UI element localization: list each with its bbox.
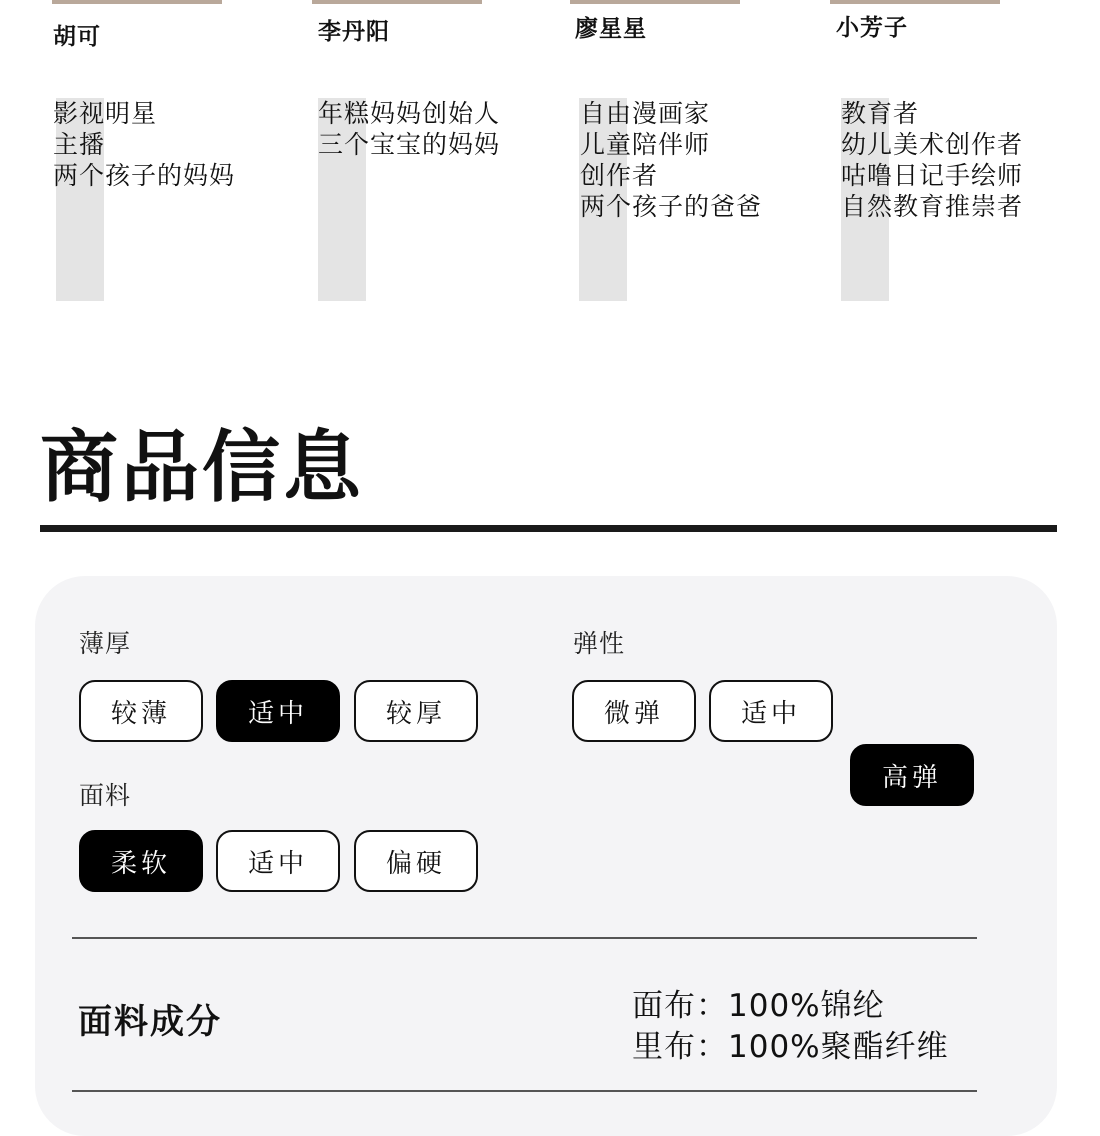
elasticity-option-slight[interactable]: 微弹 bbox=[572, 680, 696, 742]
composition-line: 里布：100%聚酯纤维 bbox=[632, 1029, 949, 1065]
elasticity-option-medium[interactable]: 适中 bbox=[709, 680, 833, 742]
role-line: 自然教育推崇者 bbox=[841, 192, 1024, 221]
profile-roles bbox=[841, 98, 1023, 222]
role-line: 自由漫画家 bbox=[580, 99, 711, 128]
role-line: 主播 bbox=[53, 130, 106, 159]
role-line: 年糕妈妈创始人 bbox=[318, 99, 501, 128]
profile-name: 胡可 bbox=[53, 24, 101, 50]
fabric-option-soft[interactable]: 柔软 bbox=[79, 830, 203, 892]
role-line: 两个孩子的妈妈 bbox=[53, 161, 236, 190]
role-line: 影视明星 bbox=[53, 99, 158, 128]
composition-line: 面布：100%锦纶 bbox=[632, 988, 885, 1024]
thickness-option-medium[interactable]: 适中 bbox=[216, 680, 340, 742]
profile-roles bbox=[53, 98, 235, 191]
profile-roles bbox=[318, 98, 500, 160]
panel-divider bbox=[72, 1090, 977, 1092]
profile-roles bbox=[580, 98, 762, 222]
fabric-option-stiff[interactable]: 偏硬 bbox=[354, 830, 478, 892]
role-line: 儿童陪伴师 bbox=[580, 130, 711, 159]
thickness-label: 薄厚 bbox=[79, 629, 132, 658]
elasticity-label: 弹性 bbox=[573, 629, 626, 658]
composition-label: 面料成分 bbox=[78, 1002, 222, 1042]
fabric-option-medium[interactable]: 适中 bbox=[216, 830, 340, 892]
profile-name: 廖星星 bbox=[575, 16, 647, 42]
photo-edge bbox=[52, 0, 222, 4]
section-divider bbox=[40, 525, 1057, 532]
photo-edge bbox=[570, 0, 740, 4]
role-line: 创作者 bbox=[580, 161, 659, 190]
thickness-option-thick[interactable]: 较厚 bbox=[354, 680, 478, 742]
composition-values bbox=[632, 986, 949, 1068]
role-line: 两个孩子的爸爸 bbox=[580, 192, 763, 221]
profile-name: 小芳子 bbox=[836, 15, 908, 41]
section-title: 商品信息 bbox=[40, 423, 365, 513]
panel-divider bbox=[72, 937, 977, 939]
profile-name: 李丹阳 bbox=[318, 19, 390, 45]
thickness-option-thin[interactable]: 较薄 bbox=[79, 680, 203, 742]
role-line: 幼儿美术创作者 bbox=[841, 130, 1024, 159]
role-line: 三个宝宝的妈妈 bbox=[318, 130, 501, 159]
role-line: 教育者 bbox=[841, 99, 920, 128]
photo-edge bbox=[312, 0, 482, 4]
role-line: 咕噜日记手绘师 bbox=[841, 161, 1024, 190]
fabric-label: 面料 bbox=[79, 781, 132, 810]
photo-edge bbox=[830, 0, 1000, 4]
elasticity-option-high[interactable]: 高弹 bbox=[850, 744, 974, 806]
